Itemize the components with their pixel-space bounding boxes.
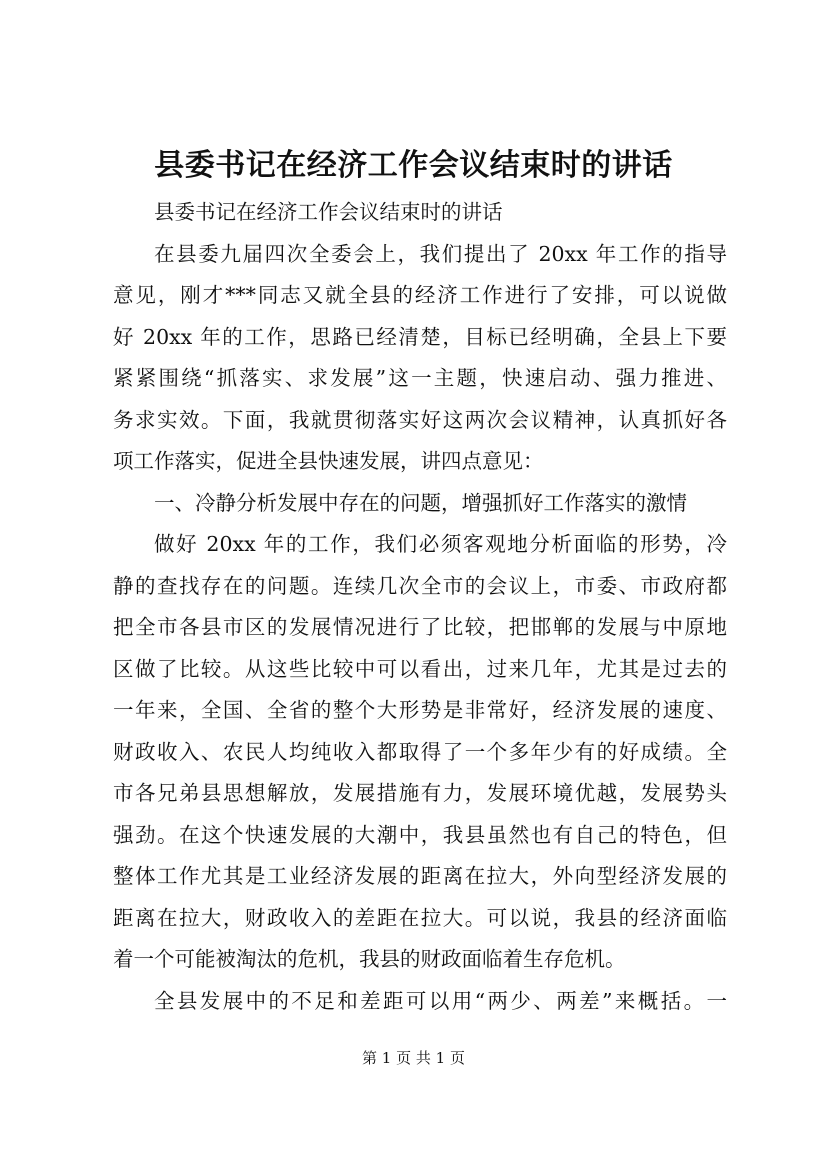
text-line: 一年来，全国、全省的整个大形势是非常好，经济发展的速度、: [113, 698, 727, 722]
text-line: 整体工作尤其是工业经济发展的距离在拉大，外向型经济发展的: [113, 864, 727, 888]
text-line: 项工作落实，促进全县快速发展，讲四点意见：: [113, 449, 544, 473]
text-line: 财政收入、农民人均纯收入都取得了一个多年少有的好成绩。全: [113, 739, 727, 764]
text-line: 紧紧围绕“抓落实、求发展”这一主题，快速启动、强力推进、: [113, 366, 727, 390]
text-line: 把全市各县市区的发展情况进行了比较，把邯郸的发展与中原地: [113, 615, 727, 639]
document-body: [113, 192, 727, 1022]
text-line: 务求实效。下面，我就贯彻落实好这两次会议精神，认真抓好各: [113, 407, 727, 432]
text-line: 区做了比较。从这些比较中可以看出，过来几年，尤其是过去的: [113, 656, 727, 681]
text-line: 距离在拉大，财政收入的差距在拉大。可以说，我县的经济面临: [113, 905, 727, 930]
text-line: 好 20xx 年的工作，思路已经清楚，目标已经明确，全县上下要: [113, 324, 727, 349]
document-title: 县委书记在经济工作会议结束时的讲话: [154, 148, 673, 183]
text-line: 在县委九届四次全委会上，我们提出了 20xx 年工作的指导: [154, 241, 727, 266]
text-line: 意见，刚才***同志又就全县的经济工作进行了安排，可以说做: [113, 283, 727, 307]
text-line: 着一个可能被淘汰的危机，我县的财政面临着生存危机。: [113, 947, 626, 971]
text-line: 强劲。在这个快速发展的大潮中，我县虽然也有自己的特色，但: [113, 822, 727, 847]
text-line: 全县发展中的不足和差距可以用“两少、两差”来概括。一: [154, 988, 727, 1013]
text-line: 县委书记在经济工作会议结束时的讲话: [154, 200, 503, 224]
text-line: 做好 20xx 年的工作，我们必须客观地分析面临的形势，冷: [154, 532, 727, 556]
text-line: 一、冷静分析发展中存在的问题，增强抓好工作落实的激情: [154, 490, 687, 515]
text-line: 市各兄弟县思想解放，发展措施有力，发展环境优越，发展势头: [113, 781, 727, 805]
page-footer: 第 1 页 共 1 页: [362, 1049, 465, 1067]
text-line: 静的查找存在的问题。连续几次全市的会议上，市委、市政府都: [113, 573, 727, 598]
